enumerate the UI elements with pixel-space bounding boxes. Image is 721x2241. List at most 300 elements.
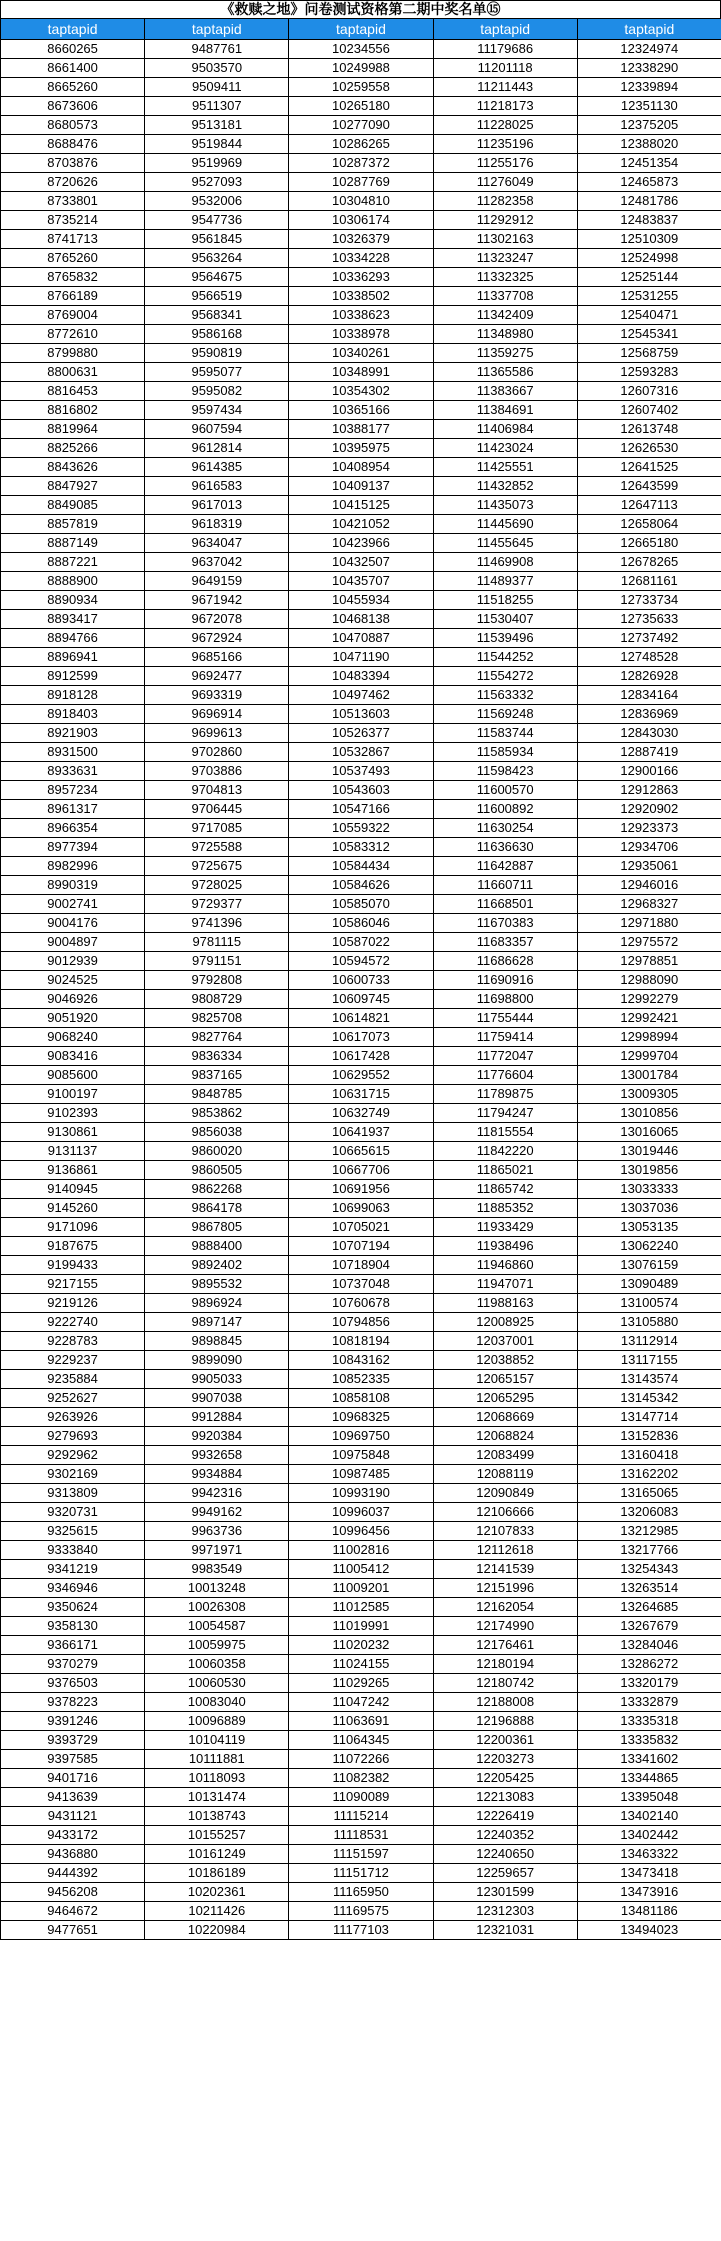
taptapid-cell: 9024525 <box>1 971 145 990</box>
taptapid-cell: 8816453 <box>1 382 145 401</box>
table-row <box>1 1579 721 1598</box>
taptapid-cell: 12510309 <box>577 230 721 249</box>
taptapid-cell: 9563264 <box>145 249 289 268</box>
taptapid-cell: 9963736 <box>145 1522 289 1541</box>
taptapid-cell: 10408954 <box>289 458 433 477</box>
table-row <box>1 458 721 477</box>
taptapid-cell: 12613748 <box>577 420 721 439</box>
taptapid-cell: 10583312 <box>289 838 433 857</box>
taptapid-cell: 10083040 <box>145 1693 289 1712</box>
taptapid-cell: 12481786 <box>577 192 721 211</box>
table-row <box>1 496 721 515</box>
table-row <box>1 401 721 420</box>
taptapid-cell: 11359275 <box>433 344 577 363</box>
taptapid-cell: 8931500 <box>1 743 145 762</box>
table-row <box>1 1009 721 1028</box>
taptapid-cell: 9085600 <box>1 1066 145 1085</box>
taptapid-cell: 13395048 <box>577 1788 721 1807</box>
taptapid-cell: 9568341 <box>145 306 289 325</box>
taptapid-cell: 9728025 <box>145 876 289 895</box>
taptapid-cell: 12483837 <box>577 211 721 230</box>
taptapid-cell: 10699063 <box>289 1199 433 1218</box>
taptapid-cell: 9685166 <box>145 648 289 667</box>
taptapid-cell: 13267679 <box>577 1617 721 1636</box>
taptapid-cell: 12203273 <box>433 1750 577 1769</box>
taptapid-cell: 12388020 <box>577 135 721 154</box>
taptapid-cell: 10202361 <box>145 1883 289 1902</box>
taptapid-cell: 12992421 <box>577 1009 721 1028</box>
taptapid-cell: 11064345 <box>289 1731 433 1750</box>
taptapid-cell: 10858108 <box>289 1389 433 1408</box>
taptapid-cell: 10118093 <box>145 1769 289 1788</box>
taptapid-cell: 13263514 <box>577 1579 721 1598</box>
taptapid-cell: 11544252 <box>433 648 577 667</box>
taptapid-cell: 12678265 <box>577 553 721 572</box>
taptapid-cell: 9586168 <box>145 325 289 344</box>
taptapid-cell: 9444392 <box>1 1864 145 1883</box>
taptapid-cell: 13332879 <box>577 1693 721 1712</box>
taptapid-cell: 9511307 <box>145 97 289 116</box>
taptapid-cell: 10060358 <box>145 1655 289 1674</box>
taptapid-cell: 8921903 <box>1 724 145 743</box>
taptapid-cell: 12038852 <box>433 1351 577 1370</box>
taptapid-cell: 10220984 <box>145 1921 289 1940</box>
taptapid-cell: 10547166 <box>289 800 433 819</box>
taptapid-cell: 9519844 <box>145 135 289 154</box>
taptapid-cell: 11337708 <box>433 287 577 306</box>
taptapid-cell: 12174990 <box>433 1617 577 1636</box>
taptapid-cell: 9741396 <box>145 914 289 933</box>
taptapid-cell: 8680573 <box>1 116 145 135</box>
taptapid-cell: 9100197 <box>1 1085 145 1104</box>
taptapid-cell: 11600892 <box>433 800 577 819</box>
taptapid-cell: 12088119 <box>433 1465 577 1484</box>
taptapid-cell: 11660711 <box>433 876 577 895</box>
taptapid-cell: 8966354 <box>1 819 145 838</box>
taptapid-cell: 12451354 <box>577 154 721 173</box>
taptapid-cell: 10423966 <box>289 534 433 553</box>
taptapid-cell: 12180742 <box>433 1674 577 1693</box>
taptapid-cell: 10691956 <box>289 1180 433 1199</box>
taptapid-cell: 11348980 <box>433 325 577 344</box>
taptapid-cell: 9899090 <box>145 1351 289 1370</box>
taptapid-cell: 9862268 <box>145 1180 289 1199</box>
table-row <box>1 420 721 439</box>
taptapid-cell: 9004176 <box>1 914 145 933</box>
taptapid-cell: 11115214 <box>289 1807 433 1826</box>
table-row <box>1 1560 721 1579</box>
table-row <box>1 933 721 952</box>
taptapid-cell: 13264685 <box>577 1598 721 1617</box>
taptapid-cell: 11072266 <box>289 1750 433 1769</box>
taptapid-cell: 10234556 <box>289 40 433 59</box>
taptapid-cell: 9464672 <box>1 1902 145 1921</box>
taptapid-cell: 9370279 <box>1 1655 145 1674</box>
taptapid-cell: 13112914 <box>577 1332 721 1351</box>
taptapid-cell: 9509411 <box>145 78 289 97</box>
taptapid-cell: 10996456 <box>289 1522 433 1541</box>
taptapid-cell: 9130861 <box>1 1123 145 1142</box>
taptapid-cell: 9046926 <box>1 990 145 1009</box>
taptapid-cell: 12188008 <box>433 1693 577 1712</box>
taptapid-cell: 11933429 <box>433 1218 577 1237</box>
taptapid-cell: 11690916 <box>433 971 577 990</box>
taptapid-cell: 10277090 <box>289 116 433 135</box>
table-row <box>1 306 721 325</box>
taptapid-cell: 8894766 <box>1 629 145 648</box>
taptapid-cell: 10559322 <box>289 819 433 838</box>
table-row <box>1 1503 721 1522</box>
table-row <box>1 572 721 591</box>
taptapid-cell: 10338502 <box>289 287 433 306</box>
taptapid-cell: 11292912 <box>433 211 577 230</box>
table-row <box>1 1237 721 1256</box>
taptapid-cell: 11988163 <box>433 1294 577 1313</box>
table-row <box>1 477 721 496</box>
taptapid-cell: 12312303 <box>433 1902 577 1921</box>
taptapid-cell: 12068669 <box>433 1408 577 1427</box>
taptapid-cell: 8887149 <box>1 534 145 553</box>
table-row <box>1 1541 721 1560</box>
taptapid-cell: 8918403 <box>1 705 145 724</box>
taptapid-cell: 13001784 <box>577 1066 721 1085</box>
taptapid-cell: 12836969 <box>577 705 721 724</box>
taptapid-cell: 9083416 <box>1 1047 145 1066</box>
table-body <box>1 40 721 1940</box>
taptapid-cell: 8961317 <box>1 800 145 819</box>
taptapid-cell: 11865021 <box>433 1161 577 1180</box>
taptapid-cell: 9856038 <box>145 1123 289 1142</box>
taptapid-cell: 9187675 <box>1 1237 145 1256</box>
taptapid-cell: 10111881 <box>145 1750 289 1769</box>
taptapid-cell: 9725675 <box>145 857 289 876</box>
taptapid-cell: 10365166 <box>289 401 433 420</box>
table-row <box>1 59 721 78</box>
taptapid-cell: 12065157 <box>433 1370 577 1389</box>
taptapid-cell: 10532867 <box>289 743 433 762</box>
taptapid-cell: 13117155 <box>577 1351 721 1370</box>
table-row <box>1 1351 721 1370</box>
table-row <box>1 1123 721 1142</box>
table-row <box>1 1389 721 1408</box>
taptapid-cell: 8673606 <box>1 97 145 116</box>
table-row <box>1 724 721 743</box>
taptapid-cell: 9907038 <box>145 1389 289 1408</box>
taptapid-cell: 12176461 <box>433 1636 577 1655</box>
table-row <box>1 1066 721 1085</box>
taptapid-cell: 10249988 <box>289 59 433 78</box>
taptapid-cell: 10026308 <box>145 1598 289 1617</box>
taptapid-cell: 13152836 <box>577 1427 721 1446</box>
table-row <box>1 1142 721 1161</box>
taptapid-cell: 11302163 <box>433 230 577 249</box>
taptapid-cell: 9864178 <box>145 1199 289 1218</box>
taptapid-cell: 11630254 <box>433 819 577 838</box>
taptapid-cell: 13341602 <box>577 1750 721 1769</box>
taptapid-cell: 10843162 <box>289 1351 433 1370</box>
table-row <box>1 762 721 781</box>
taptapid-cell: 10096889 <box>145 1712 289 1731</box>
taptapid-cell: 12681161 <box>577 572 721 591</box>
taptapid-cell: 12978851 <box>577 952 721 971</box>
taptapid-cell: 9848785 <box>145 1085 289 1104</box>
table-row <box>1 1294 721 1313</box>
taptapid-cell: 10304810 <box>289 192 433 211</box>
taptapid-cell: 11151712 <box>289 1864 433 1883</box>
taptapid-cell: 11585934 <box>433 743 577 762</box>
table-row <box>1 1180 721 1199</box>
taptapid-cell: 9302169 <box>1 1465 145 1484</box>
taptapid-cell: 13145342 <box>577 1389 721 1408</box>
taptapid-cell: 9433172 <box>1 1826 145 1845</box>
taptapid-cell: 10388177 <box>289 420 433 439</box>
taptapid-cell: 9590819 <box>145 344 289 363</box>
taptapid-cell: 13019446 <box>577 1142 721 1161</box>
taptapid-cell: 12545341 <box>577 325 721 344</box>
taptapid-cell: 9672078 <box>145 610 289 629</box>
taptapid-cell: 11539496 <box>433 629 577 648</box>
taptapid-cell: 12887419 <box>577 743 721 762</box>
taptapid-cell: 11435073 <box>433 496 577 515</box>
taptapid-cell: 9637042 <box>145 553 289 572</box>
table-row <box>1 97 721 116</box>
table-row <box>1 1484 721 1503</box>
taptapid-cell: 10718904 <box>289 1256 433 1275</box>
taptapid-cell: 12205425 <box>433 1769 577 1788</box>
taptapid-cell: 11598423 <box>433 762 577 781</box>
table-row <box>1 990 721 1009</box>
taptapid-cell: 9860020 <box>145 1142 289 1161</box>
taptapid-cell: 13100574 <box>577 1294 721 1313</box>
taptapid-cell: 10584434 <box>289 857 433 876</box>
table-row <box>1 1750 721 1769</box>
taptapid-cell: 12083499 <box>433 1446 577 1465</box>
taptapid-cell: 9222740 <box>1 1313 145 1332</box>
table-row <box>1 1769 721 1788</box>
taptapid-cell: 11165950 <box>289 1883 433 1902</box>
taptapid-cell: 13037036 <box>577 1199 721 1218</box>
taptapid-cell: 10665615 <box>289 1142 433 1161</box>
table-row <box>1 743 721 762</box>
table-row <box>1 838 721 857</box>
taptapid-cell: 12934706 <box>577 838 721 857</box>
taptapid-cell: 9612814 <box>145 439 289 458</box>
taptapid-cell: 9616583 <box>145 477 289 496</box>
taptapid-cell: 10609745 <box>289 990 433 1009</box>
taptapid-cell: 10326379 <box>289 230 433 249</box>
taptapid-cell: 11406984 <box>433 420 577 439</box>
column-header: taptapid <box>1 19 145 40</box>
table-row <box>1 876 721 895</box>
table-row <box>1 857 721 876</box>
taptapid-cell: 11583744 <box>433 724 577 743</box>
table-row <box>1 781 721 800</box>
taptapid-cell: 9513181 <box>145 116 289 135</box>
taptapid-cell: 8800631 <box>1 363 145 382</box>
taptapid-cell: 12998994 <box>577 1028 721 1047</box>
taptapid-cell: 11342409 <box>433 306 577 325</box>
table-row <box>1 686 721 705</box>
taptapid-cell: 12900166 <box>577 762 721 781</box>
taptapid-cell: 13284046 <box>577 1636 721 1655</box>
taptapid-cell: 13090489 <box>577 1275 721 1294</box>
taptapid-cell: 9228783 <box>1 1332 145 1351</box>
taptapid-cell: 9320731 <box>1 1503 145 1522</box>
taptapid-cell: 10104119 <box>145 1731 289 1750</box>
taptapid-cell: 11642887 <box>433 857 577 876</box>
taptapid-cell: 10513603 <box>289 705 433 724</box>
table-row <box>1 40 721 59</box>
taptapid-cell: 12141539 <box>433 1560 577 1579</box>
taptapid-cell: 11005412 <box>289 1560 433 1579</box>
table-row <box>1 553 721 572</box>
taptapid-cell: 13254343 <box>577 1560 721 1579</box>
table-row <box>1 154 721 173</box>
taptapid-cell: 9171096 <box>1 1218 145 1237</box>
taptapid-cell: 10996037 <box>289 1503 433 1522</box>
taptapid-cell: 11179686 <box>433 40 577 59</box>
table-row <box>1 1693 721 1712</box>
taptapid-cell: 9145260 <box>1 1199 145 1218</box>
taptapid-cell: 9702860 <box>145 743 289 762</box>
taptapid-cell: 10614821 <box>289 1009 433 1028</box>
taptapid-cell: 12999704 <box>577 1047 721 1066</box>
taptapid-cell: 12531255 <box>577 287 721 306</box>
taptapid-cell: 12826928 <box>577 667 721 686</box>
taptapid-cell: 11600570 <box>433 781 577 800</box>
table-row <box>1 952 721 971</box>
table-row <box>1 230 721 249</box>
table-row <box>1 1674 721 1693</box>
taptapid-cell: 9617013 <box>145 496 289 515</box>
taptapid-cell: 11228025 <box>433 116 577 135</box>
table-row <box>1 1332 721 1351</box>
taptapid-cell: 12338290 <box>577 59 721 78</box>
taptapid-cell: 12226419 <box>433 1807 577 1826</box>
table-row <box>1 211 721 230</box>
taptapid-cell: 11445690 <box>433 515 577 534</box>
table-row <box>1 1047 721 1066</box>
taptapid-cell: 13016065 <box>577 1123 721 1142</box>
table-row <box>1 1522 721 1541</box>
taptapid-cell: 9836334 <box>145 1047 289 1066</box>
table-row <box>1 344 721 363</box>
taptapid-cell: 11755444 <box>433 1009 577 1028</box>
taptapid-cell: 10348991 <box>289 363 433 382</box>
taptapid-cell: 9827764 <box>145 1028 289 1047</box>
taptapid-cell: 10415125 <box>289 496 433 515</box>
taptapid-cell: 10054587 <box>145 1617 289 1636</box>
taptapid-cell: 8982996 <box>1 857 145 876</box>
table-row <box>1 439 721 458</box>
taptapid-cell: 12162054 <box>433 1598 577 1617</box>
taptapid-cell: 8769004 <box>1 306 145 325</box>
table-row <box>1 1883 721 1902</box>
table-row <box>1 1161 721 1180</box>
taptapid-cell: 10265180 <box>289 97 433 116</box>
taptapid-cell: 11815554 <box>433 1123 577 1142</box>
taptapid-cell: 10435707 <box>289 572 433 591</box>
taptapid-cell: 9693319 <box>145 686 289 705</box>
taptapid-cell: 11423024 <box>433 439 577 458</box>
taptapid-cell: 9279693 <box>1 1427 145 1446</box>
taptapid-cell: 9597434 <box>145 401 289 420</box>
taptapid-cell: 13076159 <box>577 1256 721 1275</box>
taptapid-cell: 9920384 <box>145 1427 289 1446</box>
taptapid-cell: 12090849 <box>433 1484 577 1503</box>
taptapid-cell: 9607594 <box>145 420 289 439</box>
taptapid-cell: 11169575 <box>289 1902 433 1921</box>
taptapid-cell: 11211443 <box>433 78 577 97</box>
taptapid-cell: 9431121 <box>1 1807 145 1826</box>
taptapid-cell: 10617073 <box>289 1028 433 1047</box>
taptapid-cell: 9912884 <box>145 1408 289 1427</box>
taptapid-cell: 11683357 <box>433 933 577 952</box>
taptapid-cell: 11151597 <box>289 1845 433 1864</box>
taptapid-cell: 13286272 <box>577 1655 721 1674</box>
taptapid-cell: 11323247 <box>433 249 577 268</box>
taptapid-cell: 9934884 <box>145 1465 289 1484</box>
taptapid-cell: 11047242 <box>289 1693 433 1712</box>
taptapid-cell: 9263926 <box>1 1408 145 1427</box>
taptapid-cell: 13335832 <box>577 1731 721 1750</box>
taptapid-cell: 10186189 <box>145 1864 289 1883</box>
taptapid-cell: 9892402 <box>145 1256 289 1275</box>
taptapid-cell: 12641525 <box>577 458 721 477</box>
column-header: taptapid <box>289 19 433 40</box>
taptapid-cell: 13160418 <box>577 1446 721 1465</box>
taptapid-cell: 9649159 <box>145 572 289 591</box>
taptapid-cell: 12912863 <box>577 781 721 800</box>
taptapid-cell: 11776604 <box>433 1066 577 1085</box>
taptapid-cell: 13105880 <box>577 1313 721 1332</box>
taptapid-cell: 9704813 <box>145 781 289 800</box>
taptapid-cell: 12200361 <box>433 1731 577 1750</box>
taptapid-cell: 12735633 <box>577 610 721 629</box>
taptapid-cell: 11469908 <box>433 553 577 572</box>
taptapid-cell: 13162202 <box>577 1465 721 1484</box>
table-row <box>1 648 721 667</box>
taptapid-cell: 9932658 <box>145 1446 289 1465</box>
taptapid-cell: 11794247 <box>433 1104 577 1123</box>
taptapid-cell: 10969750 <box>289 1427 433 1446</box>
taptapid-cell: 9358130 <box>1 1617 145 1636</box>
taptapid-cell: 9942316 <box>145 1484 289 1503</box>
taptapid-cell: 12643599 <box>577 477 721 496</box>
taptapid-cell: 11009201 <box>289 1579 433 1598</box>
taptapid-cell: 13033333 <box>577 1180 721 1199</box>
taptapid-cell: 12107833 <box>433 1522 577 1541</box>
taptapid-cell: 10968325 <box>289 1408 433 1427</box>
taptapid-cell: 10632749 <box>289 1104 433 1123</box>
table-row <box>1 591 721 610</box>
table-row <box>1 895 721 914</box>
taptapid-cell: 11842220 <box>433 1142 577 1161</box>
table-row <box>1 135 721 154</box>
table-row <box>1 819 721 838</box>
taptapid-cell: 12065295 <box>433 1389 577 1408</box>
taptapid-cell: 8888900 <box>1 572 145 591</box>
taptapid-cell: 11432852 <box>433 477 577 496</box>
taptapid-cell: 10600733 <box>289 971 433 990</box>
taptapid-cell: 11563332 <box>433 686 577 705</box>
taptapid-cell: 10584626 <box>289 876 433 895</box>
taptapid-cell: 12834164 <box>577 686 721 705</box>
taptapid-cell: 11384691 <box>433 401 577 420</box>
taptapid-cell: 10338978 <box>289 325 433 344</box>
taptapid-cell: 9703886 <box>145 762 289 781</box>
taptapid-cell: 12324974 <box>577 40 721 59</box>
